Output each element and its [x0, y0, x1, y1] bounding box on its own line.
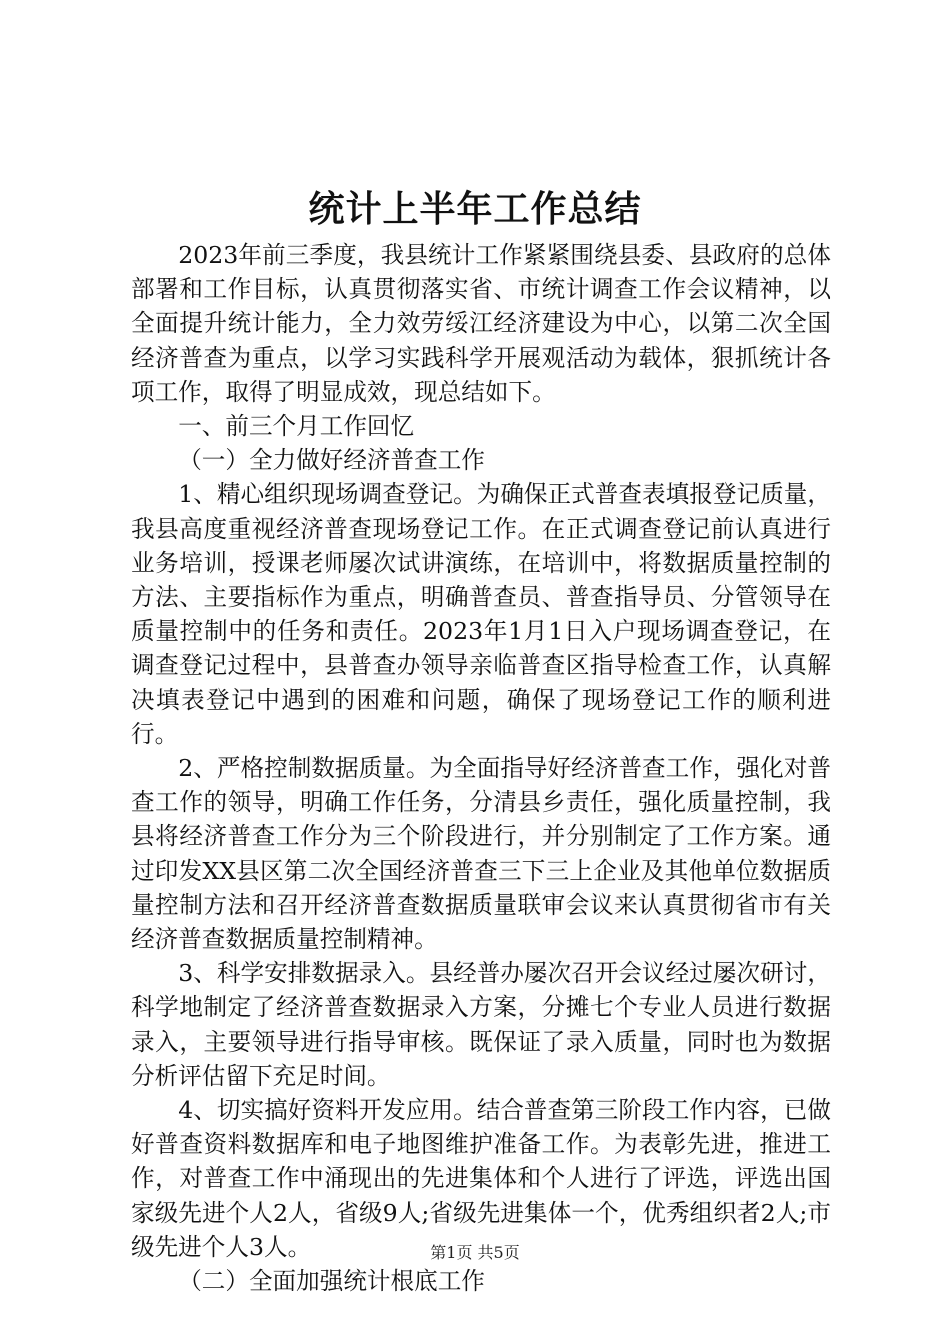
- paragraph-item-4: 4、切实搞好资料开发应用。结合普查第三阶段工作内容，已做好普查资料数据库和电子地图维护准备工作。为表彰先进，推进工作，对普查工作中涌现出的先进集体和个人进行了评选，评选出国家级先进个人2人，省级9人;省级先进集体一个，优秀组织者2人;市级先进个人3人。: [131, 1096, 831, 1261]
- page-number-footer: 第1页 共5页: [430, 1243, 520, 1262]
- document-title: 统计上半年工作总结: [308, 188, 642, 230]
- paragraph-intro: 2023年前三季度，我县统计工作紧紧围绕县委、县政府的总体部署和工作目标，认真贯彻落实省、市统计调查工作会议精神，以全面提升统计能力，全力效劳绥江经济建设为中心，以第二次全国经济普查为重点，以学习实践科学开展观活动为载体，狠抓统计各项工作，取得了明显成效，现总结如下。: [131, 241, 831, 406]
- paragraph-item-1: 1、精心组织现场调查登记。为确保正式普查表填报登记质量，我县高度重视经济普查现场登记工作。在正式调查登记前认真进行业务培训，授课老师屡次试讲演练，在培训中，将数据质量控制的方法、主要指标作为重点，明确普查员、普查指导员、分管领导在质量控制中的任务和责任。2023年1月1日入户现场调查登记，在调查登记过程中，县普查办领导亲临普查区指导检查工作，认真解决填表登记中遇到的困难和问题，确保了现场登记工作的顺利进行。: [131, 480, 831, 748]
- subsection-heading-2: （二）全面加强统计根底工作: [178, 1267, 485, 1296]
- paragraph-item-3: 3、科学安排数据录入。县经普办屡次召开会议经过屡次研讨，科学地制定了经济普查数据录入方案，分摊七个专业人员进行数据录入，主要领导进行指导审核。既保证了录入质量，同时也为数据分析评估留下充足时间。: [131, 959, 831, 1090]
- section-heading-1: 一、前三个月工作回忆: [178, 412, 415, 441]
- paragraph-item-2: 2、严格控制数据质量。为全面指导好经济普查工作，强化对普查工作的领导，明确工作任务，分清县乡责任，强化质量控制，我县将经济普查工作分为三个阶段进行，并分别制定了工作方案。通过印发XX县区第二次全国经济普查三下三上企业及其他单位数据质量控制方法和召开经济普查数据质量联审会议来认真贯彻省市有关经济普查数据质量控制精神。: [131, 754, 831, 954]
- subsection-heading-1: （一）全力做好经济普查工作: [178, 446, 485, 475]
- document-body: [131, 238, 831, 1298]
